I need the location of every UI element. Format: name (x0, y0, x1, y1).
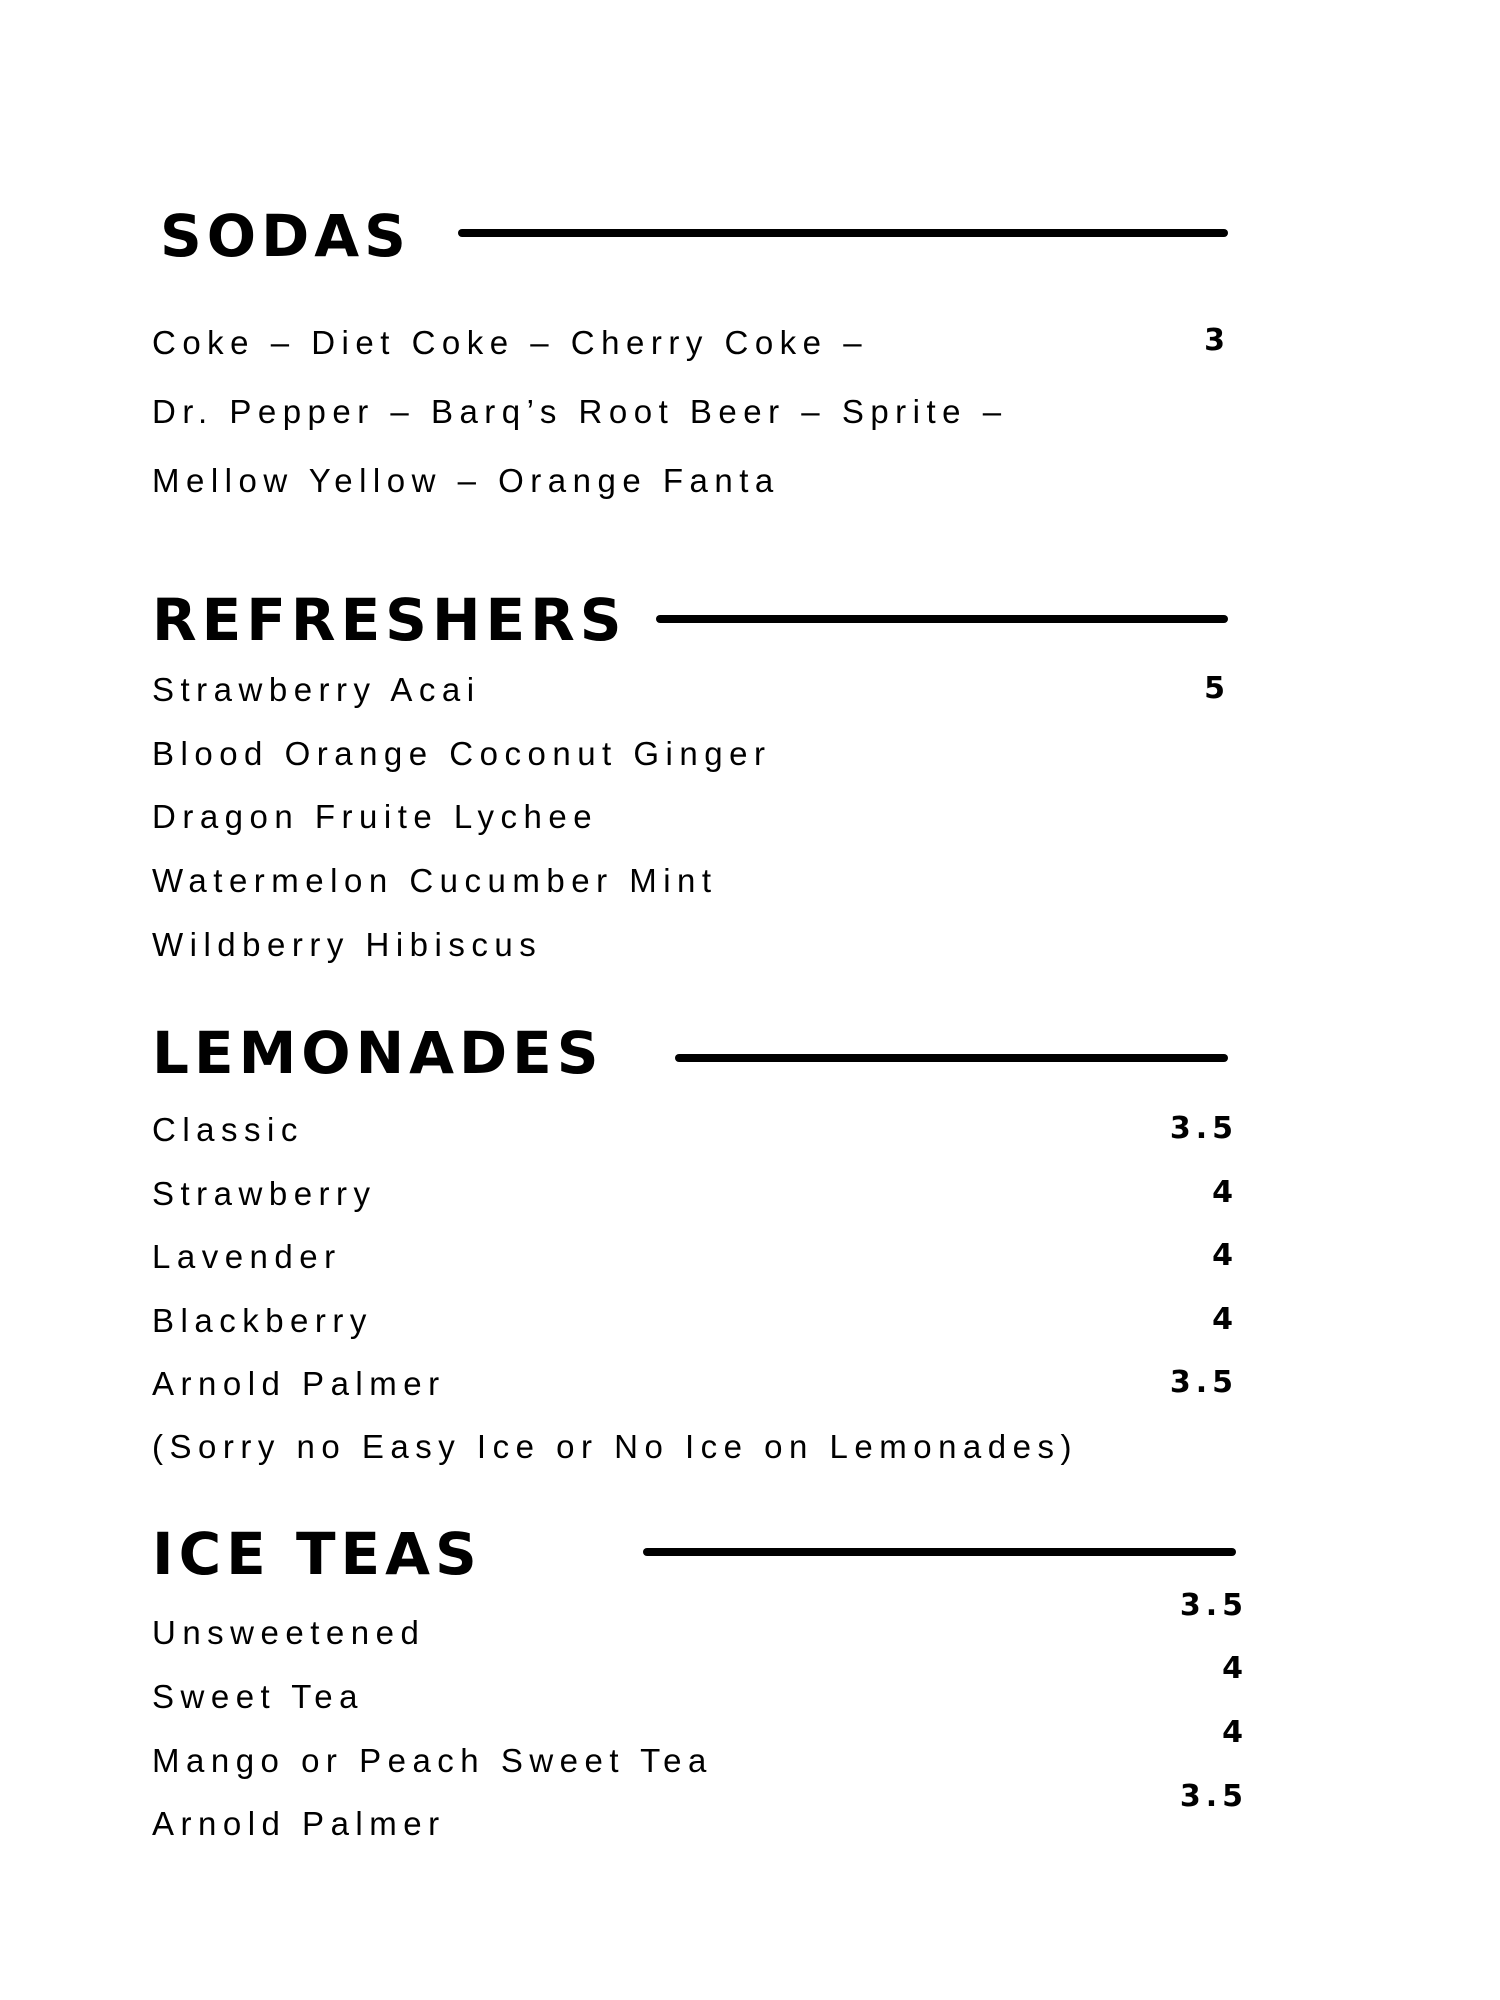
ice-tea-item-name: Sweet Tea (152, 1678, 364, 1715)
ice-tea-item-name: Unsweetened (152, 1614, 426, 1651)
sodas-line: Mellow Yellow – Orange Fanta (152, 462, 780, 499)
ice-tea-item-price: 3.5 (1179, 1588, 1248, 1623)
lemonade-item-name: Strawberry (152, 1175, 377, 1212)
refreshers-heading: REFRESHERS (152, 586, 627, 654)
lemonade-item-price: 4 (1212, 1175, 1238, 1210)
refreshers-price: 5 (1204, 671, 1230, 706)
refresher-item: Dragon Fruite Lychee (152, 798, 599, 835)
lemonade-item-name: Lavender (152, 1238, 342, 1275)
sodas-price: 3 (1204, 323, 1230, 358)
ice-tea-item-price: 3.5 (1179, 1779, 1248, 1814)
ice-tea-item-name: Arnold Palmer (152, 1805, 446, 1842)
lemonade-item-price: 3.5 (1169, 1111, 1238, 1146)
sodas-heading: SODAS (160, 202, 411, 270)
lemonades-heading: LEMONADES (152, 1019, 604, 1087)
refresher-item: Strawberry Acai (152, 671, 481, 708)
lemonade-item-name: Classic (152, 1111, 304, 1148)
lemonade-item-name: Arnold Palmer (152, 1365, 446, 1402)
lemonade-item-price: 3.5 (1169, 1365, 1238, 1400)
ice-teas-heading: ICE TEAS (152, 1520, 482, 1588)
ice-tea-item-price: 4 (1222, 1651, 1248, 1686)
ice-teas-heading-rule (643, 1548, 1236, 1556)
lemonade-item-name: Blackberry (152, 1302, 373, 1339)
lemonades-note: (Sorry no Easy Ice or No Ice on Lemonades) (152, 1428, 1078, 1465)
refresher-item: Watermelon Cucumber Mint (152, 862, 718, 899)
lemonade-item-price: 4 (1212, 1302, 1238, 1337)
refreshers-heading-rule (656, 615, 1228, 623)
sodas-line: Dr. Pepper – Barq’s Root Beer – Sprite – (152, 393, 1008, 430)
sodas-heading-rule (458, 229, 1228, 237)
ice-tea-item-name: Mango or Peach Sweet Tea (152, 1742, 713, 1779)
sodas-line: Coke – Diet Coke – Cherry Coke – (152, 324, 869, 361)
lemonade-item-price: 4 (1212, 1238, 1238, 1273)
refresher-item: Blood Orange Coconut Ginger (152, 735, 772, 772)
lemonades-heading-rule (675, 1054, 1228, 1062)
refresher-item: Wildberry Hibiscus (152, 926, 543, 963)
ice-tea-item-price: 4 (1222, 1715, 1248, 1750)
